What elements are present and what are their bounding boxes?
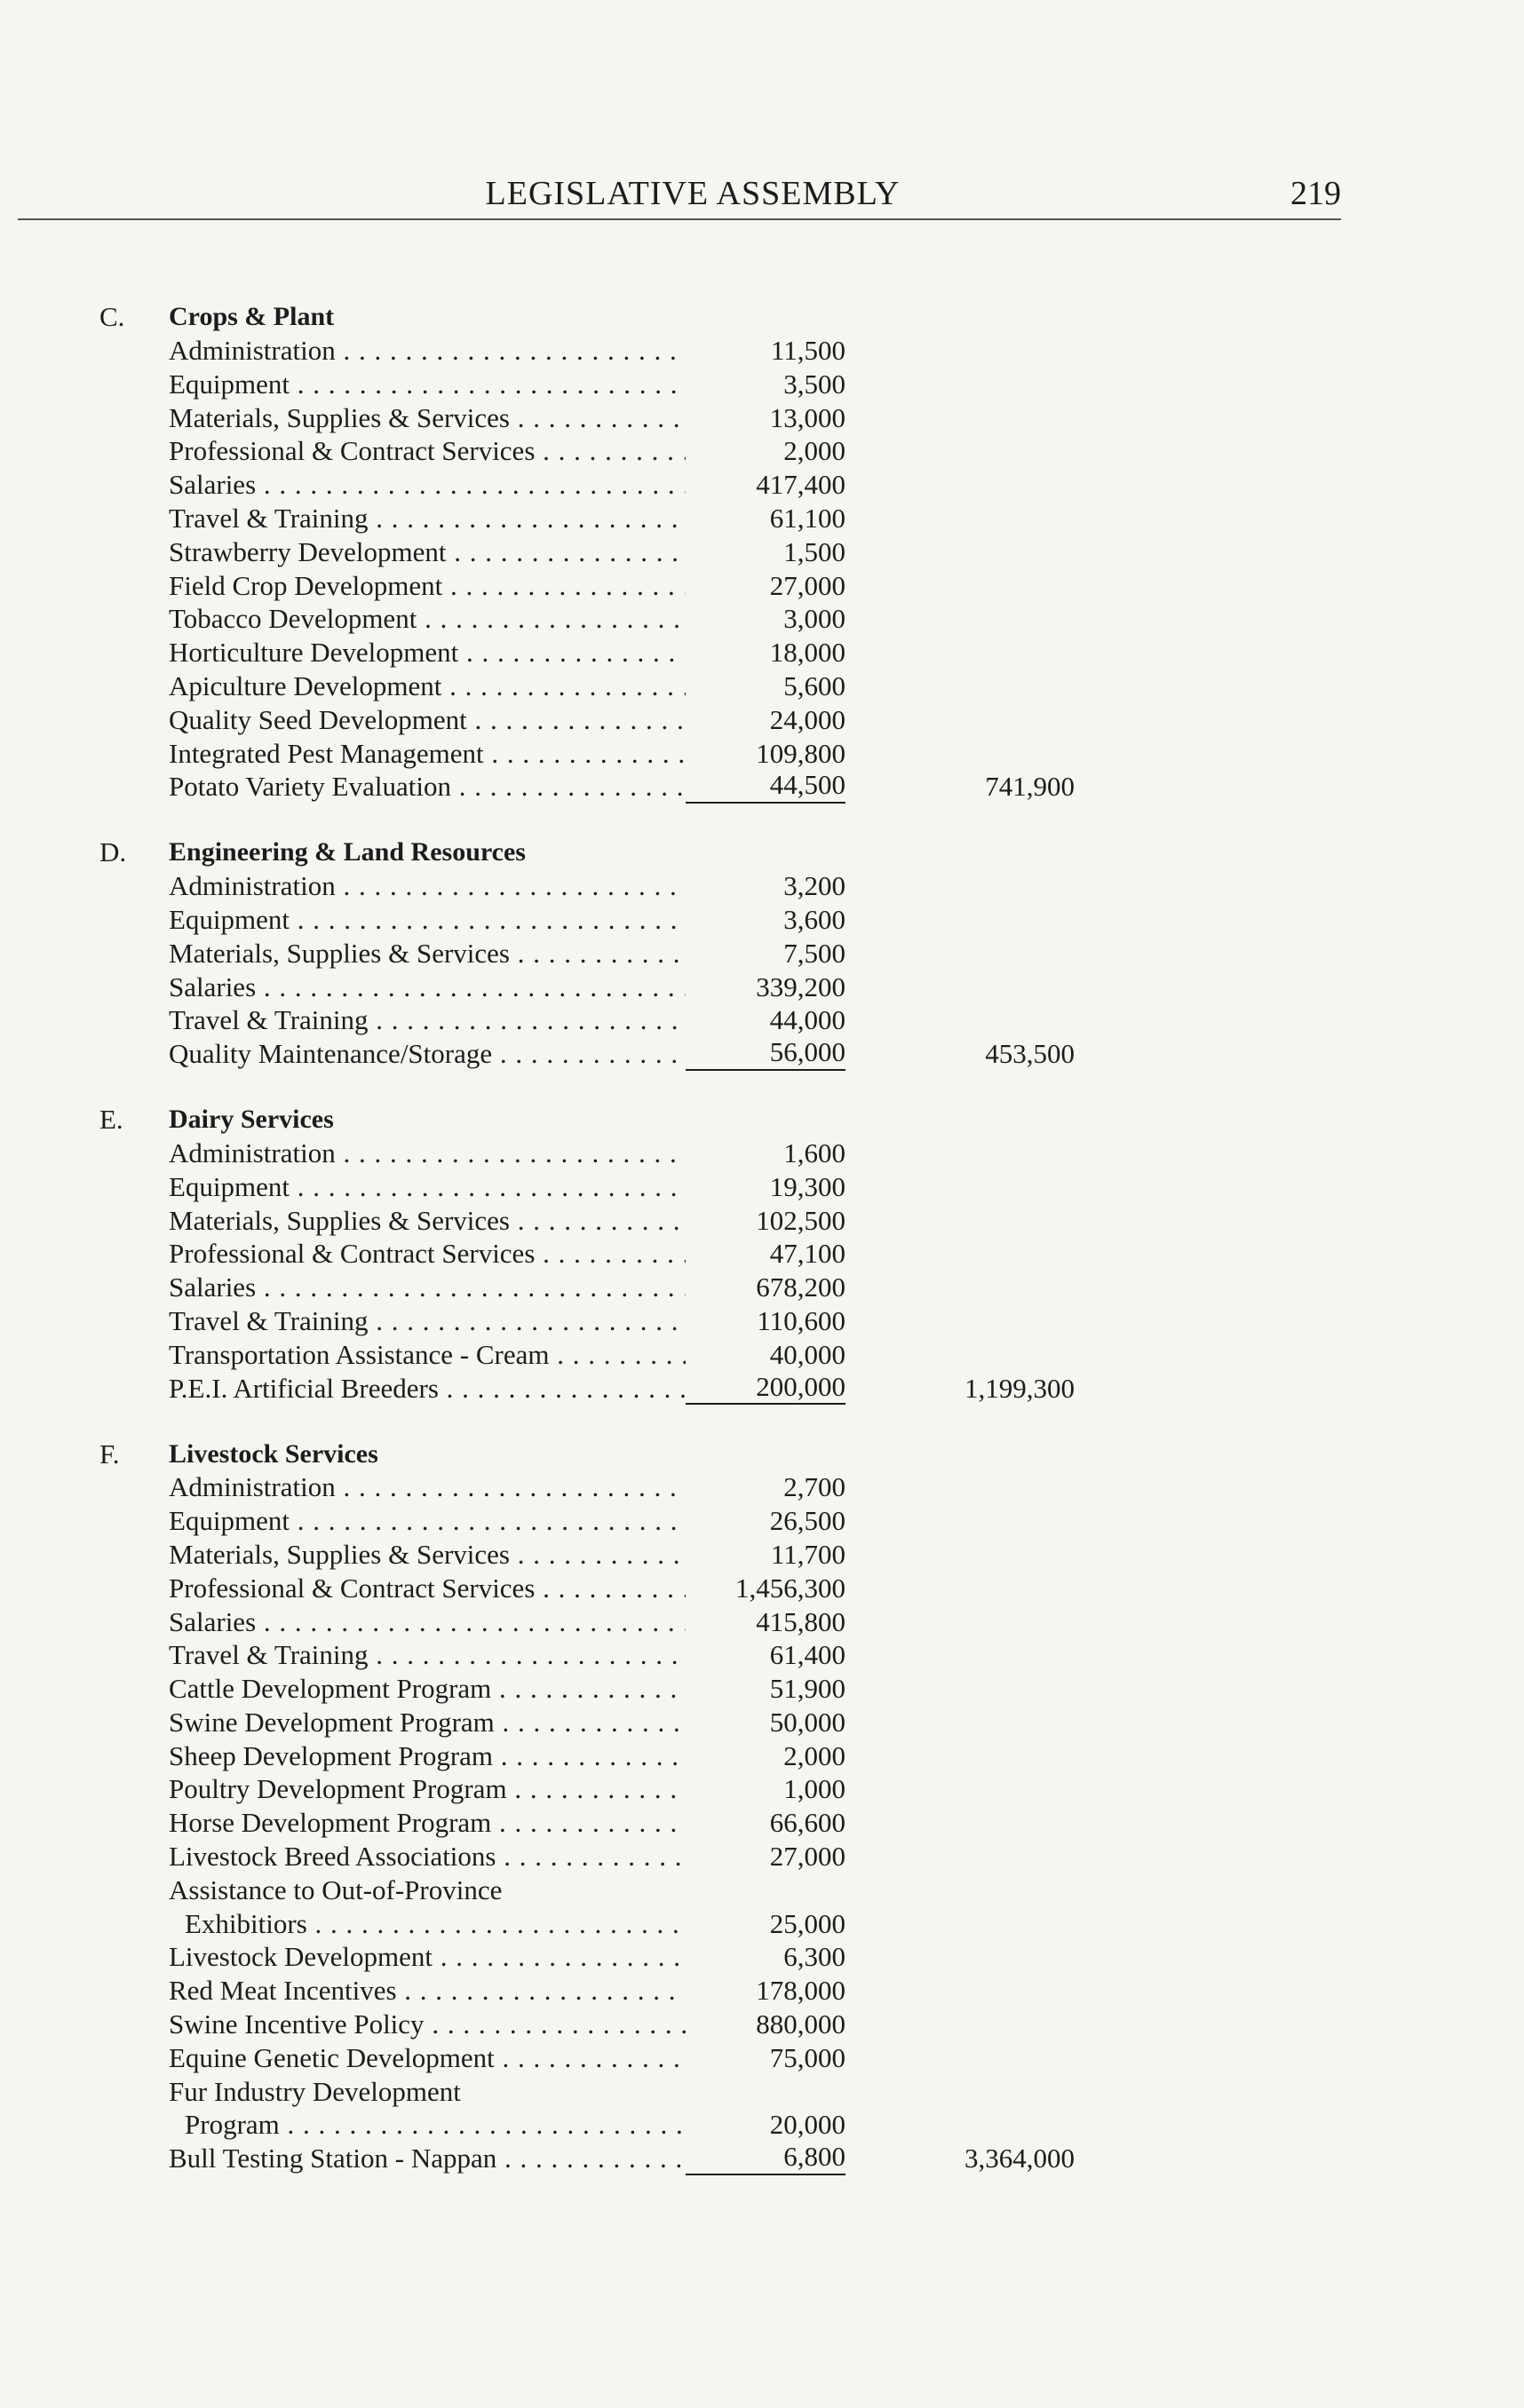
- line-item-amount: 2,000: [783, 435, 845, 467]
- line-item-label: Professional & Contract Services . . .: [99, 434, 686, 468]
- line-item: [99, 1840, 1201, 1873]
- line-item-amount: 44,500: [686, 768, 845, 804]
- section-letter: C.: [99, 301, 125, 333]
- line-item-label: Exhibitiors . . .: [99, 1907, 686, 1941]
- line-item-amount: 678,200: [756, 1271, 845, 1303]
- line-item-amount: 3,000: [783, 603, 845, 635]
- line-item-label: Professional & Contract Services . . .: [99, 1237, 686, 1271]
- line-item: [99, 937, 1201, 970]
- line-item-label: Administration . . .: [99, 1470, 686, 1504]
- line-item: [99, 970, 1201, 1004]
- line-item-label: Assistance to Out-of-Province: [169, 1873, 503, 1905]
- line-item-amount: 51,900: [769, 1673, 845, 1705]
- section-heading: [99, 298, 1201, 334]
- line-item: [99, 434, 1201, 468]
- line-item: [99, 1638, 1201, 1672]
- line-item-label: Materials, Supplies & Services . . .: [99, 401, 686, 435]
- line-item-label: Sheep Development Program . . .: [99, 1739, 686, 1773]
- line-item-label: Equipment . . .: [99, 1504, 686, 1538]
- section-letter: D.: [99, 836, 127, 868]
- line-item: [99, 1974, 1201, 2008]
- line-item-label: Swine Development Program . . .: [99, 1706, 686, 1739]
- running-title: LEGISLATIVE ASSEMBLY: [485, 175, 901, 212]
- line-item-amount: 102,500: [756, 1204, 845, 1236]
- line-item-label: Bull Testing Station - Nappan . . .: [99, 2142, 686, 2175]
- line-item-label: Travel & Training . . .: [99, 1003, 686, 1037]
- line-item-amount: 339,200: [756, 970, 845, 1002]
- line-item: [99, 669, 1201, 703]
- line-item-amount: 26,500: [769, 1505, 845, 1537]
- line-item: [99, 1940, 1201, 1974]
- section-total: 453,500: [985, 1038, 1075, 1070]
- line-item-amount: 13,000: [769, 401, 845, 433]
- line-item-label: Materials, Supplies & Services . . .: [99, 1204, 686, 1238]
- line-item-amount: 880,000: [756, 2008, 845, 2040]
- line-item-label: Travel & Training . . .: [99, 1638, 686, 1672]
- line-item-amount: 3,600: [783, 903, 845, 935]
- line-item-amount: 75,000: [769, 2041, 845, 2073]
- line-item-label: Quality Maintenance/Storage . . .: [99, 1037, 686, 1071]
- line-item: [99, 1170, 1201, 1204]
- line-item-label: Materials, Supplies & Services . . .: [99, 937, 686, 970]
- budget-section: [99, 1101, 1201, 1405]
- line-item-amount: 61,400: [769, 1639, 845, 1671]
- line-item: [99, 1470, 1201, 1504]
- line-item-amount: 1,456,300: [735, 1572, 845, 1604]
- line-item-label: Salaries . . .: [99, 1271, 686, 1304]
- line-item: [99, 903, 1201, 937]
- line-item-amount: 56,000: [686, 1035, 845, 1071]
- section-title: Crops & Plant: [169, 302, 335, 332]
- line-item: [99, 869, 1201, 903]
- section-letter: F.: [99, 1438, 120, 1469]
- section-total: 3,364,000: [964, 2143, 1075, 2174]
- line-item: [99, 602, 1201, 636]
- line-item-label: Field Crop Development . . .: [99, 569, 686, 603]
- line-item-amount: 3,500: [783, 368, 845, 400]
- line-item: [99, 368, 1201, 401]
- line-item: [99, 770, 1201, 804]
- line-item: [99, 1772, 1201, 1806]
- line-item-label: Integrated Pest Management . . .: [99, 737, 686, 771]
- line-item-amount: 27,000: [769, 569, 845, 601]
- budget-section: [99, 834, 1201, 1071]
- line-item-label: Salaries . . .: [99, 1605, 686, 1639]
- line-item: [99, 401, 1201, 435]
- line-item: [99, 1605, 1201, 1639]
- line-item-amount: 40,000: [769, 1338, 845, 1370]
- line-item-amount: 66,600: [769, 1807, 845, 1839]
- line-item: [99, 502, 1201, 535]
- line-item-label: Equipment . . .: [99, 1170, 686, 1204]
- estimates-table: [99, 298, 1201, 2206]
- line-item: [99, 737, 1201, 771]
- line-item-amount: 47,100: [769, 1238, 845, 1270]
- line-item-amount: 200,000: [686, 1370, 845, 1406]
- line-item-amount: 11,700: [770, 1538, 845, 1570]
- line-item-label: Salaries . . .: [99, 970, 686, 1004]
- line-item-amount: 18,000: [769, 637, 845, 669]
- section-letter: E.: [99, 1104, 123, 1136]
- line-item-label: Swine Incentive Policy . . .: [99, 2008, 686, 2041]
- line-item-amount: 1,000: [783, 1773, 845, 1805]
- line-item-amount: 6,300: [783, 1941, 845, 1973]
- line-item-amount: 415,800: [756, 1605, 845, 1637]
- line-item: [99, 1372, 1201, 1406]
- line-item: [99, 1504, 1201, 1538]
- line-item: [99, 1706, 1201, 1739]
- line-item-label: Horticulture Development . . .: [99, 636, 686, 669]
- line-item-amount: 11,500: [770, 335, 845, 366]
- line-item: [99, 703, 1201, 737]
- line-item-label: Cattle Development Program . . .: [99, 1672, 686, 1706]
- line-item-amount: 109,800: [756, 737, 845, 769]
- line-item: [99, 1271, 1201, 1304]
- line-item-label: Fur Industry Development: [169, 2075, 461, 2107]
- line-item-label: Tobacco Development . . .: [99, 602, 686, 636]
- line-item: [99, 1037, 1201, 1071]
- line-item-label: Transportation Assistance - Cream . . .: [99, 1338, 686, 1372]
- line-item-amount: 50,000: [769, 1706, 845, 1738]
- section-title: Engineering & Land Resources: [169, 837, 526, 867]
- line-item-label: Professional & Contract Services . . .: [99, 1572, 686, 1605]
- line-item-label: Livestock Breed Associations . . .: [99, 1840, 686, 1873]
- line-item: [99, 1204, 1201, 1238]
- line-item-amount: 2,000: [783, 1739, 845, 1771]
- line-item: [99, 1338, 1201, 1372]
- line-item-amount: 7,500: [783, 937, 845, 969]
- page-header: [18, 174, 1341, 220]
- line-item: [99, 334, 1201, 368]
- line-item-label: Poultry Development Program . . .: [99, 1772, 686, 1806]
- line-item: [99, 1572, 1201, 1605]
- section-heading: [99, 1435, 1201, 1470]
- line-item: [99, 1137, 1201, 1170]
- section-total: 1,199,300: [964, 1372, 1075, 1404]
- line-item-amount: 20,000: [769, 2109, 845, 2141]
- line-item-label: Salaries . . .: [99, 468, 686, 502]
- line-item-label: P.E.I. Artificial Breeders . . .: [99, 1372, 686, 1406]
- line-item: [99, 636, 1201, 669]
- line-item: [99, 1739, 1201, 1773]
- line-item-label: Horse Development Program . . .: [99, 1806, 686, 1840]
- line-item-label: Potato Variety Evaluation . . .: [99, 770, 686, 804]
- line-item-amount: 6,800: [686, 2140, 845, 2175]
- line-item-amount: 1,500: [783, 535, 845, 567]
- line-item-label: Travel & Training . . .: [99, 502, 686, 535]
- line-item: [99, 1907, 1201, 1941]
- line-item: [99, 2108, 1201, 2142]
- line-item: [99, 468, 1201, 502]
- line-item-amount: 61,100: [769, 502, 845, 534]
- budget-section: [99, 298, 1201, 804]
- line-item-amount: 3,200: [783, 870, 845, 902]
- line-item: [99, 2041, 1201, 2075]
- line-item: [99, 1672, 1201, 1706]
- line-item-label: Quality Seed Development . . .: [99, 703, 686, 737]
- line-item-label: Administration . . .: [99, 334, 686, 368]
- line-item: [99, 1806, 1201, 1840]
- page-number: 219: [1290, 175, 1341, 212]
- line-item-label: Administration . . .: [99, 869, 686, 903]
- line-item-amount: 417,400: [756, 469, 845, 501]
- line-item-label: Administration . . .: [99, 1137, 686, 1170]
- line-item-amount: 2,700: [783, 1471, 845, 1503]
- line-item-amount: 27,000: [769, 1841, 845, 1873]
- line-item-amount: 110,600: [757, 1304, 845, 1336]
- line-item-label: Equipment . . .: [99, 368, 686, 401]
- line-item: [99, 569, 1201, 603]
- line-item-amount: 25,000: [769, 1907, 845, 1939]
- line-item-amount: 24,000: [769, 703, 845, 735]
- line-item: [99, 1538, 1201, 1572]
- line-item: [99, 1873, 1201, 1907]
- line-item-label: Equine Genetic Development . . .: [99, 2041, 686, 2075]
- line-item-amount: 178,000: [756, 1975, 845, 2007]
- line-item-label: Livestock Development . . .: [99, 1940, 686, 1974]
- line-item: [99, 2142, 1201, 2175]
- line-item-label: Red Meat Incentives . . .: [99, 1974, 686, 2008]
- line-item: [99, 1237, 1201, 1271]
- section-title: Livestock Services: [169, 1438, 378, 1469]
- line-item: [99, 2008, 1201, 2041]
- line-item-amount: 5,600: [783, 669, 845, 701]
- section-heading: [99, 834, 1201, 869]
- line-item-label: Materials, Supplies & Services . . .: [99, 1538, 686, 1572]
- section-title: Dairy Services: [169, 1105, 334, 1135]
- line-item: [99, 2075, 1201, 2109]
- line-item-label: Strawberry Development . . .: [99, 535, 686, 569]
- line-item-label: Program . . .: [99, 2108, 686, 2142]
- budget-section: [99, 1435, 1201, 2175]
- line-item: [99, 535, 1201, 569]
- line-item-amount: 1,600: [783, 1137, 845, 1168]
- line-item: [99, 1003, 1201, 1037]
- line-item-label: Apiculture Development . . .: [99, 669, 686, 703]
- line-item-label: Travel & Training . . .: [99, 1304, 686, 1338]
- line-item-label: Equipment . . .: [99, 903, 686, 937]
- line-item: [99, 1304, 1201, 1338]
- line-item-amount: 44,000: [769, 1004, 845, 1036]
- section-heading: [99, 1101, 1201, 1137]
- section-total: 741,900: [985, 771, 1075, 803]
- line-item-amount: 19,300: [769, 1170, 845, 1202]
